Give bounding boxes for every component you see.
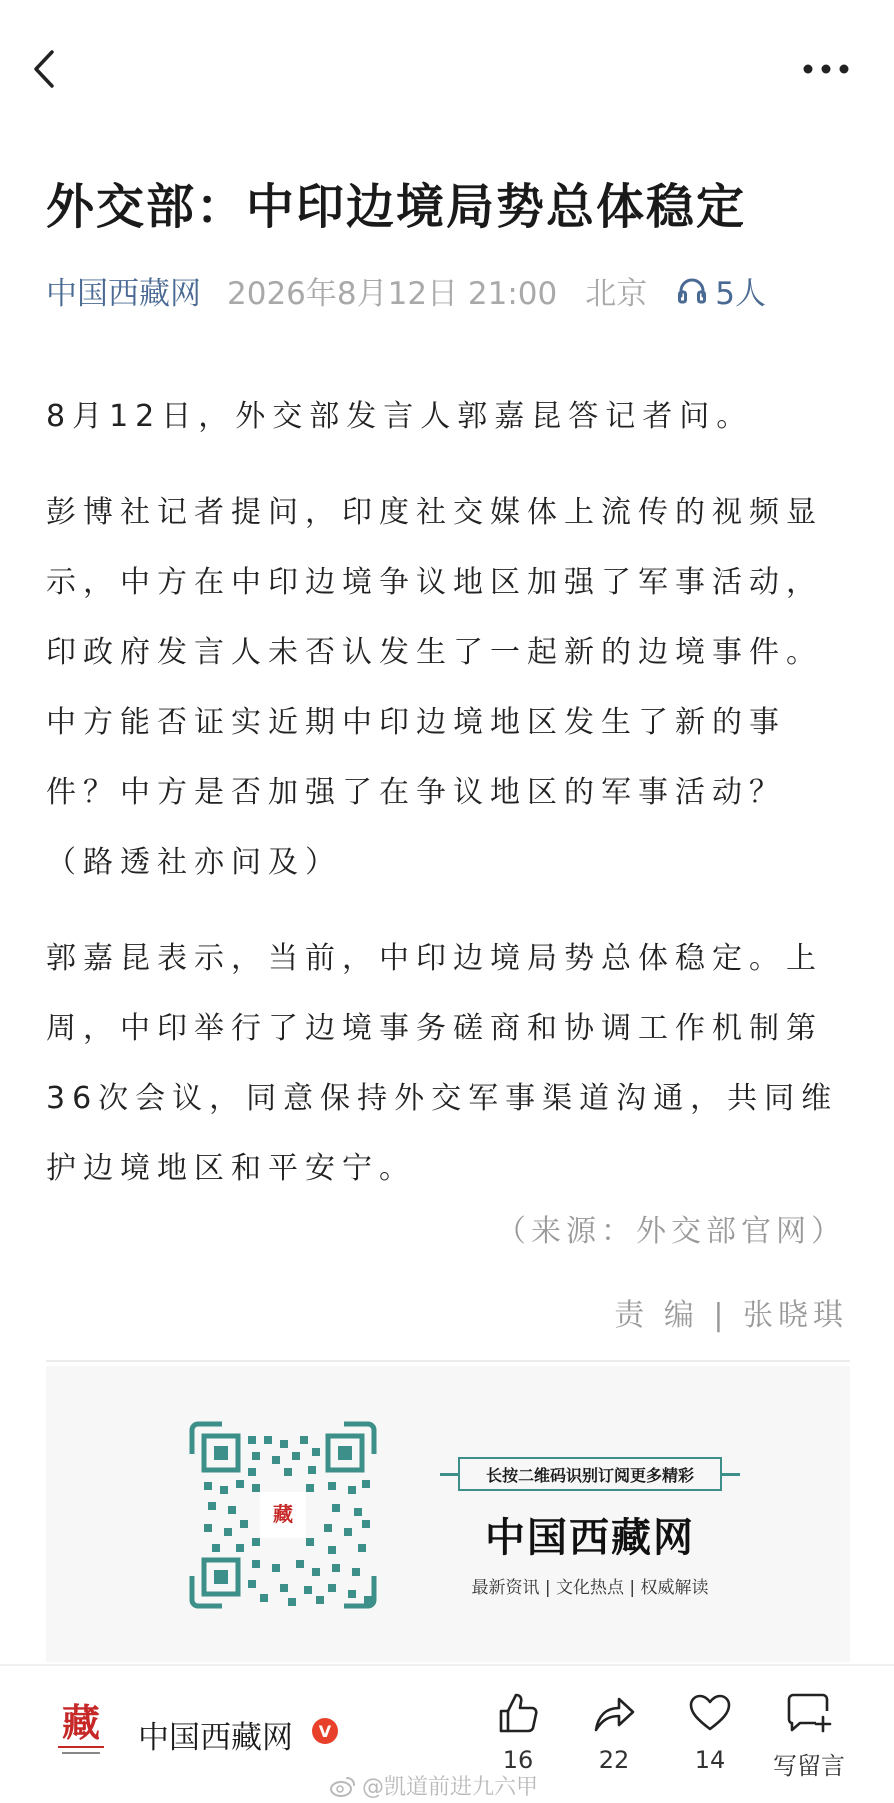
article-title: 外交部：中印边境局势总体稳定 <box>46 179 747 235</box>
favorite-count: 14 <box>694 1746 726 1774</box>
comment-add-icon <box>786 1691 832 1735</box>
write-comment-button[interactable] <box>764 1686 854 1781</box>
thumbs-up-icon <box>497 1691 539 1735</box>
divider <box>722 1473 740 1476</box>
paragraph: 郭嘉昆表示，当前，中印边境局势总体稳定。上周，中印举行了边境事务磋商和协调工作机制第36次会议，同意保持外交军事渠道沟通，共同维护边境地区和平安宁。 <box>46 941 839 1186</box>
back-button[interactable] <box>26 44 66 94</box>
account-name[interactable]: 中国西藏网 <box>138 1720 293 1756</box>
like-button[interactable] <box>473 1686 563 1774</box>
qr-code-icon[interactable] <box>188 1420 378 1610</box>
tagline-row <box>440 1456 740 1492</box>
banner-text <box>440 1456 740 1598</box>
heart-icon <box>688 1693 732 1733</box>
share-icon <box>592 1692 636 1734</box>
article-body <box>46 382 848 1204</box>
svg-text:藏: 藏 <box>273 1502 293 1526</box>
banner-brand: 中国西藏网 <box>485 1515 695 1561</box>
divider <box>440 1473 458 1476</box>
headphones-icon <box>677 276 707 304</box>
listen-button[interactable] <box>677 268 766 313</box>
more-horizontal-icon <box>800 54 852 84</box>
account-logo-icon[interactable] <box>50 1696 112 1762</box>
paragraph: 8月12日，外交部发言人郭嘉昆答记者问。 <box>46 399 754 434</box>
watermark <box>330 1770 538 1801</box>
publish-location: 北京 <box>585 275 648 312</box>
divider <box>46 1360 850 1362</box>
share-count: 22 <box>598 1746 630 1774</box>
source-link[interactable]: 中国西藏网 <box>46 275 201 312</box>
favorite-button[interactable] <box>665 1686 755 1774</box>
watermark-text: @凯道前进九六甲 <box>362 1775 539 1800</box>
publish-datetime: 2026年8月12日 21:00 <box>227 275 558 312</box>
more-options-button[interactable] <box>800 54 852 84</box>
subscribe-banner[interactable] <box>46 1366 850 1662</box>
svg-text:藏: 藏 <box>61 1701 101 1745</box>
top-navigation-bar <box>0 0 894 130</box>
banner-tagline: 长按二维码识别订阅更多精彩 <box>458 1457 722 1491</box>
listener-count: 5人 <box>715 275 766 312</box>
write-comment-label: 写留言 <box>773 1752 845 1780</box>
paragraph: 彭博社记者提问，印度社交媒体上流传的视频显示，中方在中印边境争议地区加强了军事活动，印政府发言人未否认发生了一起新的边境事件。中方能否证实近期中印边境地区发生了新的事件？中方是否加强了在争议地区的军事活动？（路透社亦问及） <box>46 495 823 880</box>
credit-source: （来源：外交部官网） <box>496 1214 846 1249</box>
article-meta <box>46 268 766 312</box>
verified-badge: V <box>312 1718 338 1744</box>
weibo-icon <box>330 1775 356 1797</box>
banner-subtitle: 最新资讯 | 文化热点 | 权威解读 <box>471 1578 709 1598</box>
share-button[interactable] <box>569 1686 659 1774</box>
like-count: 16 <box>502 1746 534 1774</box>
chevron-left-icon <box>26 44 66 94</box>
editor-credit: 责 编 | 张晓琪 <box>614 1298 848 1333</box>
